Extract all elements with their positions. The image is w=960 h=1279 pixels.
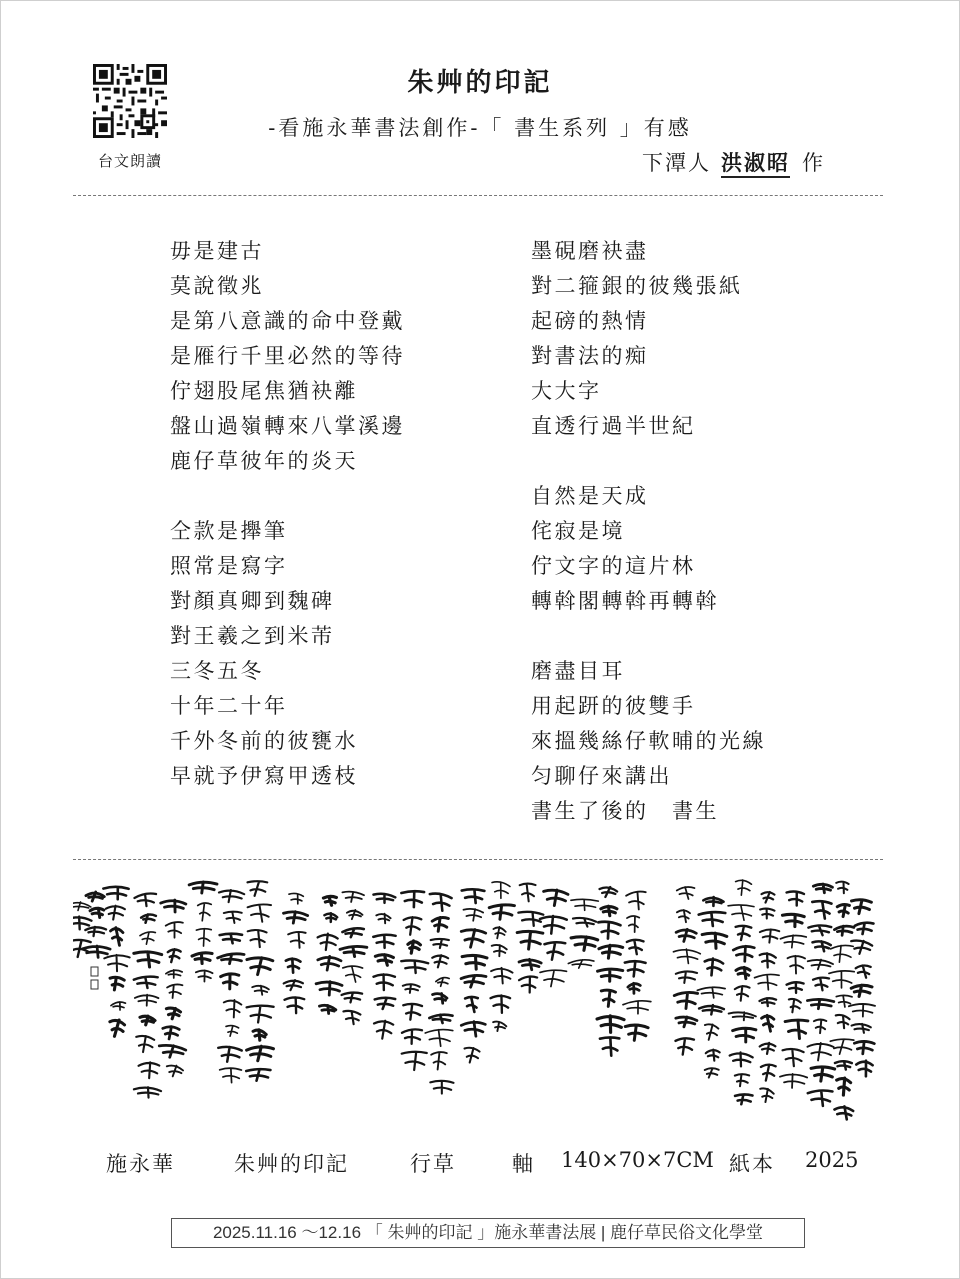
brush-stroke bbox=[343, 966, 363, 982]
brush-stroke bbox=[834, 1106, 853, 1119]
brush-stroke bbox=[676, 971, 697, 982]
brush-stroke bbox=[808, 925, 831, 935]
brush-stroke bbox=[220, 934, 242, 944]
brush-stroke bbox=[760, 1043, 776, 1054]
brush-stroke bbox=[134, 952, 162, 967]
poem-line: 毋是建古 bbox=[170, 239, 264, 263]
brush-stroke bbox=[703, 897, 723, 906]
brush-stroke bbox=[252, 986, 269, 995]
brush-stroke bbox=[699, 912, 726, 926]
brush-stroke bbox=[783, 1049, 804, 1066]
brush-stroke bbox=[323, 896, 336, 905]
brush-stroke bbox=[627, 916, 639, 932]
brush-stroke bbox=[166, 922, 183, 938]
poem-line: 三冬五冬 bbox=[170, 659, 264, 683]
brush-stroke bbox=[286, 959, 301, 973]
brush-stroke bbox=[808, 960, 833, 970]
brush-stroke bbox=[762, 892, 775, 903]
brush-stroke bbox=[198, 903, 212, 921]
poem-line: 自然是天成 bbox=[531, 484, 649, 508]
brush-stroke bbox=[760, 909, 774, 919]
brush-stroke bbox=[284, 980, 303, 990]
brush-stroke bbox=[544, 942, 565, 959]
author-line bbox=[642, 147, 825, 177]
brush-stroke bbox=[285, 997, 305, 1013]
brush-stroke bbox=[402, 1052, 427, 1070]
calligraphy-artwork bbox=[73, 872, 883, 1122]
brush-stroke bbox=[760, 998, 777, 1006]
brush-stroke bbox=[856, 966, 871, 978]
brush-stroke bbox=[831, 945, 854, 962]
brush-stroke bbox=[489, 905, 514, 919]
brush-stroke bbox=[166, 1008, 180, 1019]
page-title: 朱艸的印記 bbox=[407, 68, 553, 98]
brush-stroke bbox=[220, 1068, 242, 1082]
poem-line: 莫說徵兆 bbox=[170, 274, 264, 298]
poem-column-right bbox=[531, 234, 766, 829]
brush-stroke bbox=[544, 890, 568, 906]
seal-mark bbox=[91, 967, 98, 976]
brush-stroke bbox=[85, 927, 106, 936]
brush-stroke bbox=[789, 999, 801, 1012]
brush-stroke bbox=[729, 1012, 756, 1020]
brush-stroke bbox=[491, 995, 510, 1012]
brush-stroke bbox=[519, 959, 541, 969]
brush-stroke bbox=[401, 891, 424, 907]
brush-stroke bbox=[436, 978, 449, 987]
brush-stroke bbox=[461, 930, 485, 948]
brush-stroke bbox=[808, 1090, 833, 1105]
artwork-size: 140×70×7CM bbox=[561, 1148, 714, 1172]
brush-stroke bbox=[813, 941, 831, 951]
brush-stroke bbox=[463, 909, 483, 921]
brush-stroke bbox=[705, 1024, 719, 1040]
brush-stroke bbox=[780, 935, 806, 947]
poem-line: 轉斡閣轉斡再轉斡 bbox=[531, 589, 719, 613]
brush-stroke bbox=[219, 890, 244, 902]
brush-stroke bbox=[461, 1022, 485, 1037]
brush-stroke bbox=[628, 983, 640, 993]
brush-stroke bbox=[597, 1016, 624, 1033]
brush-stroke bbox=[373, 935, 395, 948]
brush-stroke bbox=[429, 1015, 452, 1023]
poem-line: 匀聊仔來講出 bbox=[531, 764, 672, 788]
brush-stroke bbox=[111, 928, 123, 946]
brush-stroke bbox=[342, 928, 363, 937]
brush-stroke bbox=[166, 970, 182, 978]
brush-stroke bbox=[318, 956, 341, 970]
brush-stroke bbox=[676, 929, 696, 941]
poem-line: 照常是寫字 bbox=[170, 554, 288, 578]
brush-stroke bbox=[807, 999, 833, 1008]
brush-stroke bbox=[73, 902, 91, 910]
author-suffix: 作 bbox=[802, 151, 825, 175]
brush-stroke bbox=[218, 1047, 241, 1062]
brush-stroke bbox=[73, 917, 91, 930]
seal-mark bbox=[91, 980, 98, 989]
brush-stroke bbox=[375, 955, 393, 966]
brush-stroke bbox=[163, 1027, 179, 1039]
brush-stroke bbox=[248, 930, 267, 947]
brush-stroke bbox=[733, 946, 754, 961]
brush-stroke bbox=[835, 1061, 852, 1069]
brush-stroke bbox=[373, 894, 395, 903]
brush-stroke bbox=[375, 998, 395, 1009]
poem-line: 用起趼的彼雙手 bbox=[531, 694, 696, 718]
brush-stroke bbox=[626, 892, 646, 910]
brush-stroke bbox=[601, 906, 617, 915]
poem-line: 鹿仔草彼年的炎天 bbox=[170, 449, 358, 473]
author-place: 下潭人 bbox=[642, 151, 711, 175]
brush-stroke bbox=[430, 894, 452, 911]
poem-line: 直透行過半世紀 bbox=[531, 414, 696, 438]
brush-stroke bbox=[253, 1030, 266, 1040]
brush-stroke bbox=[736, 967, 750, 978]
brush-stroke bbox=[247, 1006, 274, 1023]
brush-stroke bbox=[849, 1004, 875, 1017]
brush-stroke bbox=[431, 1052, 447, 1069]
brush-stroke bbox=[318, 934, 338, 950]
author-name: 洪淑昭 bbox=[721, 150, 790, 178]
brush-stroke bbox=[224, 912, 242, 923]
brush-stroke bbox=[347, 910, 363, 919]
brush-stroke bbox=[627, 940, 644, 954]
brush-stroke bbox=[196, 929, 211, 946]
brush-stroke bbox=[111, 1002, 126, 1010]
brush-stroke bbox=[462, 889, 485, 903]
brush-stroke bbox=[813, 978, 829, 991]
brush-stroke bbox=[760, 929, 779, 942]
divider-bottom bbox=[73, 859, 883, 860]
brush-stroke bbox=[161, 900, 186, 912]
brush-stroke bbox=[491, 968, 512, 984]
brush-stroke bbox=[376, 914, 390, 924]
brush-stroke bbox=[192, 953, 212, 964]
brush-stroke bbox=[324, 913, 337, 922]
brush-stroke bbox=[625, 1025, 648, 1040]
brush-stroke bbox=[374, 1021, 393, 1039]
brush-stroke bbox=[761, 1065, 776, 1081]
brush-stroke bbox=[837, 904, 849, 916]
poem-line: 對王羲之到米芾 bbox=[170, 624, 335, 648]
brush-stroke bbox=[246, 1069, 270, 1081]
poem-column-left bbox=[170, 234, 405, 794]
brush-stroke bbox=[573, 918, 596, 927]
brush-stroke bbox=[517, 931, 543, 949]
brush-stroke bbox=[373, 974, 394, 990]
brush-stroke bbox=[342, 892, 364, 902]
brush-stroke bbox=[140, 1016, 155, 1025]
brush-stroke bbox=[139, 1062, 160, 1078]
brush-stroke bbox=[735, 1074, 749, 1086]
poem-line bbox=[531, 444, 766, 479]
brush-stroke bbox=[316, 982, 342, 995]
brush-stroke bbox=[247, 1046, 274, 1061]
brush-stroke bbox=[432, 917, 448, 931]
brush-stroke bbox=[623, 1001, 651, 1014]
brush-stroke bbox=[167, 984, 182, 998]
poem-line: 大大字 bbox=[531, 379, 602, 403]
brush-stroke bbox=[600, 1037, 619, 1055]
brush-stroke bbox=[289, 893, 303, 903]
event-banner: 2025.11.16 ～12.16 「 朱艸的印記 」施永華書法展 | 鹿仔草民俗文化學堂 bbox=[171, 1218, 805, 1248]
brush-stroke bbox=[598, 969, 623, 981]
artwork-style: 行草 bbox=[410, 1152, 456, 1176]
brush-stroke bbox=[760, 953, 776, 967]
brush-stroke bbox=[598, 922, 620, 939]
brush-stroke bbox=[852, 900, 872, 914]
brush-stroke bbox=[431, 939, 449, 948]
poem-line: 早就予伊寫甲透枝 bbox=[170, 764, 358, 788]
brush-stroke bbox=[342, 993, 363, 1003]
brush-stroke bbox=[540, 916, 567, 934]
brush-stroke bbox=[697, 987, 725, 998]
brush-stroke bbox=[104, 955, 129, 971]
poem-line: 千外冬前的彼甕水 bbox=[170, 729, 358, 753]
brush-stroke bbox=[787, 982, 804, 993]
brush-stroke bbox=[492, 882, 510, 898]
brush-stroke bbox=[571, 937, 598, 950]
brush-stroke bbox=[401, 960, 428, 972]
brush-stroke bbox=[677, 887, 695, 899]
brush-stroke bbox=[855, 923, 874, 934]
brush-stroke bbox=[140, 932, 155, 944]
brush-stroke bbox=[135, 995, 159, 1006]
brush-stroke bbox=[134, 977, 158, 988]
brush-stroke bbox=[699, 1005, 724, 1014]
brush-stroke bbox=[196, 970, 213, 981]
brush-stroke bbox=[189, 882, 217, 893]
brush-stroke bbox=[493, 1022, 506, 1031]
poem-line: 對書法的痴 bbox=[531, 344, 649, 368]
divider-top bbox=[73, 195, 883, 196]
poem-line: 起磅的熱情 bbox=[531, 309, 649, 333]
brush-stroke bbox=[462, 955, 487, 969]
poem-line: 佇翅股尾焦猶袂離 bbox=[170, 379, 358, 403]
brush-stroke bbox=[600, 887, 618, 897]
brush-stroke bbox=[736, 926, 752, 940]
brush-stroke bbox=[673, 949, 700, 963]
brush-stroke bbox=[851, 941, 872, 954]
brush-stroke bbox=[599, 945, 623, 958]
artwork-medium: 紙本 bbox=[729, 1152, 775, 1176]
brush-stroke bbox=[787, 956, 805, 974]
brush-stroke bbox=[836, 882, 848, 894]
brush-stroke bbox=[224, 1000, 242, 1017]
brush-stroke bbox=[851, 985, 872, 996]
brush-stroke bbox=[854, 1041, 874, 1053]
brush-stroke bbox=[106, 906, 125, 920]
poem-line: 來搵幾絲仔軟晡的光線 bbox=[531, 729, 766, 753]
poem-line: 盤山過嶺轉來八掌溪邊 bbox=[170, 414, 405, 438]
brush-stroke bbox=[159, 1045, 186, 1057]
artwork-year: 2025 bbox=[805, 1148, 859, 1172]
brush-stroke bbox=[461, 975, 486, 987]
poem-line bbox=[170, 479, 405, 514]
brush-stroke bbox=[432, 955, 448, 967]
brush-stroke bbox=[247, 958, 273, 975]
brush-stroke bbox=[733, 1028, 756, 1042]
brush-stroke bbox=[248, 904, 271, 921]
brush-stroke bbox=[705, 1068, 719, 1077]
brush-stroke bbox=[465, 997, 478, 1012]
brush-stroke bbox=[430, 1081, 453, 1094]
poem-line: 磨盡目耳 bbox=[531, 659, 625, 683]
brush-stroke bbox=[248, 881, 268, 896]
brush-stroke bbox=[221, 974, 239, 989]
poem-line: 對二箍銀的彼幾張紙 bbox=[531, 274, 743, 298]
brush-stroke bbox=[814, 1019, 826, 1033]
brush-stroke bbox=[829, 971, 854, 988]
brush-stroke bbox=[136, 1036, 154, 1052]
brush-stroke bbox=[520, 884, 536, 902]
brush-stroke bbox=[167, 1066, 183, 1077]
brush-stroke bbox=[736, 880, 752, 895]
brush-stroke bbox=[571, 899, 598, 910]
brush-stroke bbox=[762, 1015, 774, 1031]
brush-stroke bbox=[705, 959, 723, 976]
brush-stroke bbox=[706, 1050, 720, 1061]
artwork-caption bbox=[0, 1148, 960, 1178]
brush-stroke bbox=[433, 993, 447, 1003]
brush-stroke bbox=[168, 949, 181, 962]
brush-stroke bbox=[403, 984, 420, 993]
poem-line: 是雁行千里必然的等待 bbox=[170, 344, 405, 368]
brush-stroke bbox=[402, 1029, 422, 1043]
brush-stroke bbox=[811, 1067, 835, 1081]
brush-stroke bbox=[813, 884, 832, 893]
poem-line: 十年二十年 bbox=[170, 694, 288, 718]
brush-stroke bbox=[852, 1024, 871, 1033]
brush-stroke bbox=[519, 976, 537, 992]
brush-stroke bbox=[408, 941, 420, 953]
brush-stroke bbox=[735, 1094, 752, 1104]
brush-stroke bbox=[110, 1020, 125, 1036]
qr-caption: 台文朗讀 bbox=[97, 152, 162, 170]
brush-stroke bbox=[403, 1004, 422, 1020]
brush-stroke bbox=[340, 946, 367, 956]
brush-stroke bbox=[601, 990, 615, 1006]
brush-stroke bbox=[540, 970, 567, 986]
brush-stroke bbox=[343, 1011, 360, 1024]
page-subtitle: -看施永華書法創作-「 書生系列 」有感 bbox=[268, 116, 692, 140]
brush-stroke bbox=[812, 901, 831, 918]
poem-line: 佇文字的這片林 bbox=[531, 554, 696, 578]
brush-stroke bbox=[86, 892, 104, 901]
artwork-artist: 施永華 bbox=[106, 1152, 175, 1176]
brush-stroke bbox=[677, 910, 690, 922]
brush-stroke bbox=[787, 892, 804, 906]
brush-stroke bbox=[568, 960, 594, 968]
brush-stroke bbox=[676, 1017, 697, 1027]
brush-stroke bbox=[836, 1015, 850, 1028]
brush-stroke bbox=[465, 1048, 480, 1063]
poem-line bbox=[531, 619, 766, 654]
poem-line: 對顏真卿到魏碑 bbox=[170, 589, 335, 613]
brush-stroke bbox=[856, 1061, 872, 1077]
brush-stroke bbox=[782, 914, 804, 926]
brush-stroke bbox=[760, 1088, 773, 1102]
poem-line: 書生了後的 書生 bbox=[531, 799, 719, 823]
brush-stroke bbox=[625, 961, 646, 976]
brush-stroke bbox=[755, 974, 779, 989]
brush-stroke bbox=[141, 914, 156, 922]
artwork-title: 朱艸的印記 bbox=[234, 1152, 349, 1176]
brush-stroke bbox=[288, 932, 305, 948]
brush-stroke bbox=[319, 1005, 335, 1013]
brush-stroke bbox=[837, 1078, 851, 1095]
brush-stroke bbox=[785, 1020, 808, 1038]
poem-line: 墨硯磨袂盡 bbox=[531, 239, 649, 263]
brush-stroke bbox=[780, 1074, 807, 1088]
brush-stroke bbox=[226, 1026, 239, 1037]
brush-stroke bbox=[134, 1087, 161, 1097]
brush-stroke bbox=[493, 927, 505, 938]
poem-line: 仝款是攑筆 bbox=[170, 519, 288, 543]
brush-stroke bbox=[834, 926, 854, 935]
brush-stroke bbox=[90, 908, 104, 917]
artwork-format: 軸 bbox=[512, 1152, 535, 1176]
brush-stroke bbox=[735, 986, 750, 1001]
brush-stroke bbox=[728, 905, 754, 920]
poem-line: 是第八意識的命中登戴 bbox=[170, 309, 405, 333]
brush-stroke bbox=[425, 1030, 453, 1047]
brush-stroke bbox=[492, 945, 507, 956]
brush-stroke bbox=[702, 933, 727, 948]
poem-line: 侘寂是境 bbox=[531, 519, 625, 543]
brush-stroke bbox=[134, 894, 156, 907]
brush-stroke bbox=[807, 1043, 833, 1060]
brush-stroke bbox=[284, 912, 308, 923]
brush-stroke bbox=[110, 977, 124, 990]
brush-stroke bbox=[404, 917, 422, 935]
brush-stroke bbox=[674, 992, 697, 1008]
brush-stroke bbox=[103, 887, 128, 899]
brush-stroke bbox=[218, 954, 244, 964]
brush-stroke bbox=[730, 1052, 753, 1066]
brush-stroke bbox=[675, 1038, 693, 1054]
